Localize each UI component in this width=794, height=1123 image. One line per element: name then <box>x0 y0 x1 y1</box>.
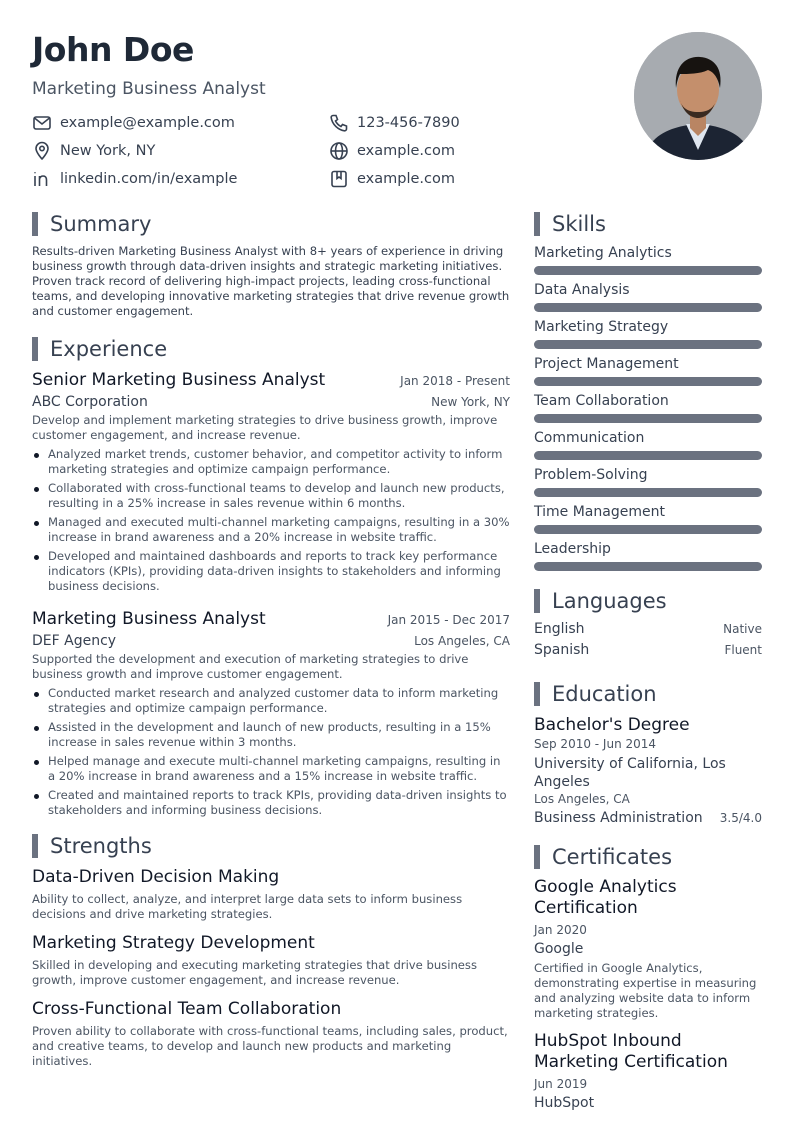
skill-item <box>534 355 762 386</box>
left-column <box>32 210 510 1079</box>
right-column <box>534 210 762 1123</box>
job-bullet: Conducted market research and analyzed customer data to inform marketing strategies and optimize campaign performance. <box>32 686 510 716</box>
mail-icon <box>32 113 52 133</box>
resume-header <box>32 30 592 100</box>
certificate-entry <box>534 1031 762 1113</box>
education-field: Business Administration <box>534 810 703 826</box>
education-gpa: 3.5/4.0 <box>719 811 762 825</box>
section-accent-bar <box>534 212 540 236</box>
job-company: ABC Corporation <box>32 394 148 410</box>
skill-name: Data Analysis <box>534 282 630 298</box>
skill-item <box>534 540 762 571</box>
job-title: Senior Marketing Business Analyst <box>32 370 326 390</box>
skill-name: Team Collaboration <box>534 393 669 409</box>
contact-phone[interactable] <box>329 112 460 134</box>
certificate-entry <box>534 877 762 1021</box>
skills-heading-text: Skills <box>552 212 606 236</box>
skill-item <box>534 392 762 423</box>
languages-heading <box>534 587 762 615</box>
certificate-issuer: Google <box>534 941 584 957</box>
strength-description: Skilled in developing and executing marketing strategies that drive business growth, improve customer engagement, and increase revenue. <box>32 958 478 987</box>
skill-level-bar <box>534 340 762 349</box>
education-school: University of California, Los Angeles <box>534 756 726 790</box>
contact-linkedin[interactable] <box>32 168 237 190</box>
job-bullet: Helped manage and execute multi-channel marketing campaigns, resulting in a 20% increase in brand awareness and a 15% increase in website traffic. <box>32 754 510 784</box>
experience-heading-text: Experience <box>50 337 168 361</box>
job-title: Marketing Business Analyst <box>32 609 266 629</box>
job-bullet: Developed and maintained dashboards and reports to track key performance indicators (KPIs), providing data-driven insights to stakeholders and informing business decisions. <box>32 549 510 594</box>
strengths-heading-text: Strengths <box>50 834 152 858</box>
skill-level-bar <box>534 414 762 423</box>
job-description: Develop and implement marketing strategies to drive business growth, improve customer engagement, and increase revenue. <box>32 413 498 442</box>
experience-heading <box>32 335 510 363</box>
language-name: English <box>534 621 585 637</box>
certificate-date: Jan 2020 <box>534 923 587 937</box>
section-accent-bar <box>534 589 540 613</box>
language-level: Fluent <box>724 643 762 657</box>
strength-title: Data-Driven Decision Making <box>32 867 280 887</box>
summary-heading <box>32 210 510 238</box>
language-item <box>534 642 762 663</box>
phone-text: 123-456-7890 <box>357 115 460 131</box>
contact-website[interactable] <box>329 140 455 162</box>
contact-portfolio[interactable] <box>329 168 455 190</box>
education-heading <box>534 680 762 708</box>
job-company: DEF Agency <box>32 633 117 649</box>
skill-level-bar <box>534 303 762 312</box>
skill-item <box>534 429 762 460</box>
skills-heading <box>534 210 762 238</box>
skill-item <box>534 281 762 312</box>
education-dates: Sep 2010 - Jun 2014 <box>534 737 657 751</box>
experience-entry <box>32 608 510 818</box>
skill-item <box>534 318 762 349</box>
education-field-row <box>534 810 762 826</box>
section-accent-bar <box>32 212 38 236</box>
skill-level-bar <box>534 562 762 571</box>
section-accent-bar <box>32 834 38 858</box>
job-dates: Jan 2015 - Dec 2017 <box>387 613 510 627</box>
certificate-name: HubSpot Inbound Marketing Certification <box>534 1031 728 1072</box>
skill-level-bar <box>534 377 762 386</box>
section-accent-bar <box>534 845 540 869</box>
strength-title: Cross-Functional Team Collaboration <box>32 999 342 1019</box>
skill-item <box>534 503 762 534</box>
language-name: Spanish <box>534 642 590 658</box>
strength-entry <box>32 998 510 1069</box>
skill-name: Leadership <box>534 541 611 557</box>
job-description: Supported the development and execution of marketing strategies to drive business growth and improve customer engagement. <box>32 652 469 681</box>
strength-entry <box>32 932 510 988</box>
globe-icon <box>329 141 349 161</box>
job-bullet: Assisted in the development and launch of new products, resulting in a 15% increase in sales revenue within 3 months. <box>32 720 510 750</box>
experience-entry <box>32 369 510 594</box>
strength-title: Marketing Strategy Development <box>32 933 315 953</box>
skill-level-bar <box>534 525 762 534</box>
profile-photo <box>634 32 762 160</box>
job-bullet: Analyzed market trends, customer behavior, and competitor activity to inform marketing strategies and optimize campaign performance. <box>32 447 510 477</box>
job-dates: Jan 2018 - Present <box>400 374 510 388</box>
portfolio-text: example.com <box>357 171 455 187</box>
strength-description: Proven ability to collaborate with cross-functional teams, including sales, product, and creative teams, to develop and launch new products and marketing initiatives. <box>32 1024 508 1068</box>
contact-location <box>32 140 155 162</box>
section-accent-bar <box>32 337 38 361</box>
candidate-title: Marketing Business Analyst <box>32 79 266 99</box>
certificates-heading-text: Certificates <box>552 845 673 869</box>
education-degree: Bachelor's Degree <box>534 715 690 735</box>
skill-name: Project Management <box>534 356 679 372</box>
contact-email[interactable] <box>32 112 235 134</box>
skill-name: Communication <box>534 430 645 446</box>
skill-name: Marketing Analytics <box>534 245 672 261</box>
avatar-illustration <box>634 32 762 160</box>
education-location: Los Angeles, CA <box>534 792 630 806</box>
certificate-description: Certified in Google Analytics, demonstrating expertise in measuring and analyzing website data to inform marketing strategies. <box>534 961 757 1020</box>
strengths-heading <box>32 832 510 860</box>
skill-level-bar <box>534 266 762 275</box>
job-bullets <box>32 447 510 594</box>
summary-text: Results-driven Marketing Business Analyst with 8+ years of experience in driving business growth through data-driven insights and strategic marketing initiatives. Proven track record of delivering high-impact projects, leading cross-functional teams, and developing innovative marketing strategies that drive revenue growth and customer engagement. <box>32 244 510 318</box>
strength-entry <box>32 866 510 922</box>
education-heading-text: Education <box>552 682 657 706</box>
language-item <box>534 621 762 642</box>
contact-info <box>32 112 512 196</box>
location-pin-icon <box>32 141 52 161</box>
skill-level-bar <box>534 451 762 460</box>
location-text: New York, NY <box>60 143 156 159</box>
certificate-date: Jun 2019 <box>534 1077 588 1091</box>
bookmark-icon <box>329 169 349 189</box>
skill-name: Problem-Solving <box>534 467 648 483</box>
skill-item <box>534 466 762 497</box>
website-text: example.com <box>357 143 455 159</box>
linkedin-text: linkedin.com/in/example <box>60 171 238 187</box>
section-accent-bar <box>534 682 540 706</box>
languages-heading-text: Languages <box>552 589 667 613</box>
language-level: Native <box>723 622 762 636</box>
job-bullet: Managed and executed multi-channel marketing campaigns, resulting in a 30% increase in brand awareness and a 20% increase in website traffic. <box>32 515 510 545</box>
job-location: Los Angeles, CA <box>414 634 510 648</box>
linkedin-icon <box>32 169 52 189</box>
job-location: New York, NY <box>431 395 510 409</box>
skills-list <box>534 244 762 571</box>
certificate-name: Google Analytics Certification <box>534 877 677 918</box>
candidate-name: John Doe <box>32 30 194 69</box>
certificates-heading <box>534 843 762 871</box>
phone-icon <box>329 113 349 133</box>
job-bullets <box>32 686 510 818</box>
skill-name: Marketing Strategy <box>534 319 669 335</box>
job-bullet: Created and maintained reports to track KPIs, providing data-driven insights to stakeholders and informing business decisions. <box>32 788 510 818</box>
skill-item <box>534 244 762 275</box>
skill-level-bar <box>534 488 762 497</box>
certificate-issuer: HubSpot <box>534 1095 595 1111</box>
strength-description: Ability to collect, analyze, and interpret large data sets to inform business decisions and drive marketing strategies. <box>32 892 463 921</box>
summary-heading-text: Summary <box>50 212 152 236</box>
email-text: example@example.com <box>60 115 235 131</box>
skill-name: Time Management <box>534 504 665 520</box>
job-bullet: Collaborated with cross-functional teams to develop and launch new products, resulting in a 25% increase in sales revenue within 6 months. <box>32 481 510 511</box>
